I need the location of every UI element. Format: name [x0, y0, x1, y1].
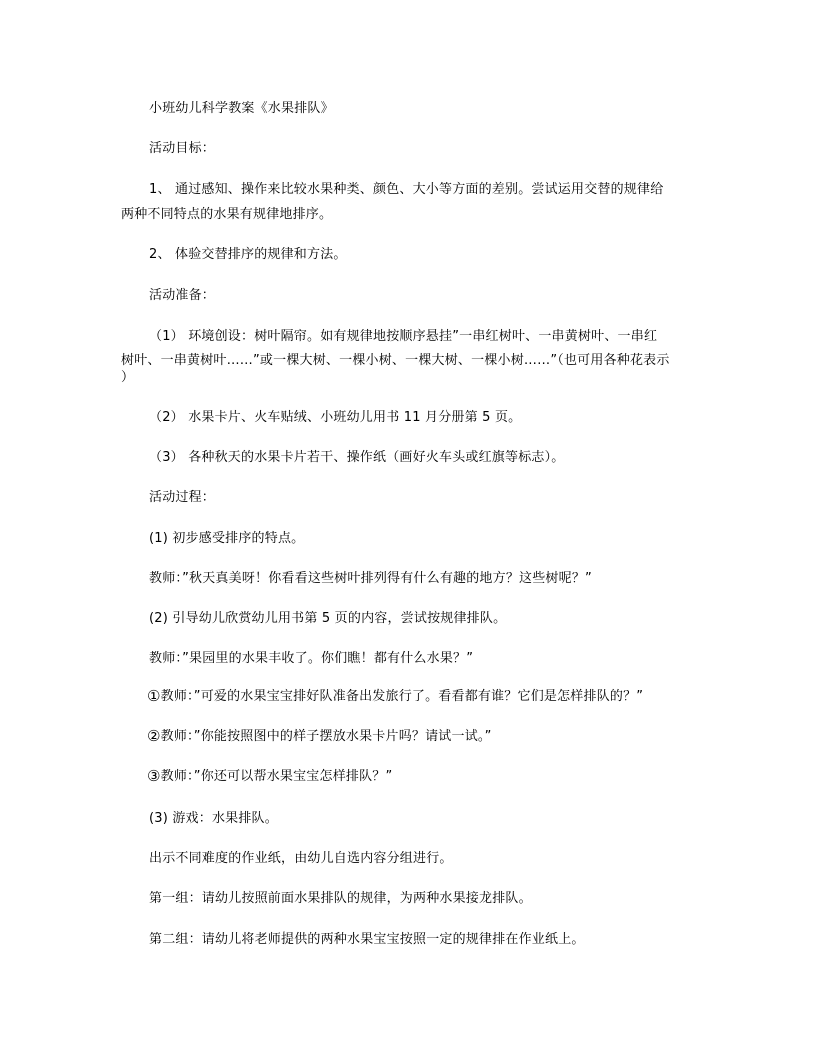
circled-number-2: ② — [147, 727, 161, 745]
circled-number-1: ① — [147, 687, 161, 705]
teacher-line-2: 教师：”果园里的水果丰收了。你们瞧！都有什么水果？” — [149, 651, 474, 666]
circled-number-3: ③ — [147, 767, 161, 785]
step-1: (1) 初步感受排序的特点。 — [149, 531, 305, 546]
circled-item-1-text: 教师：”可爱的水果宝宝排好队准备出发旅行了。看看都有谁？它们是怎样排队的？” — [160, 689, 644, 704]
prep-heading: 活动准备： — [149, 288, 216, 303]
prep-1-line-1: （1） 环境创设：树叶隔帘。如有规律地按顺序悬挂”一串红树叶、一串黄树叶、一串红 — [149, 329, 658, 344]
process-heading: 活动过程： — [149, 490, 216, 505]
group-2: 第二组：请幼儿将老师提供的两种水果宝宝按照一定的规律排在作业纸上。 — [149, 932, 585, 947]
circled-item-2-text: 教师：”你能按照图中的样子摆放水果卡片吗？请试一试。” — [160, 729, 492, 744]
document-title: 小班幼儿科学教案《水果排队》 — [149, 101, 334, 116]
goal-1-line-2: 两种不同特点的水果有规律地排序。 — [121, 207, 333, 222]
circled-item-3 — [147, 767, 392, 786]
teacher-line-1: 教师：”秋天真美呀！你看看这些树叶排列得有什么有趣的地方？这些树呢？” — [149, 571, 592, 586]
step-3: (3) 游戏：水果排队。 — [149, 811, 278, 826]
circled-item-1 — [147, 687, 643, 706]
prep-1-line-2: 树叶、一串黄树叶……”或一棵大树、一棵小树、一棵大树、一棵小树……”（也可用各种花表示 — [121, 353, 670, 368]
group-intro: 出示不同难度的作业纸，由幼儿自选内容分组进行。 — [149, 851, 453, 866]
prep-3: （3） 各种秋天的水果卡片若干、操作纸（画好火车头或红旗等标志）。 — [149, 450, 565, 465]
step-2: (2) 引导幼儿欣赏幼儿用书第 5 页的内容，尝试按规律排队。 — [149, 611, 507, 626]
circled-item-3-text: 教师：”你还可以帮水果宝宝怎样排队？” — [160, 769, 393, 784]
goals-heading: 活动目标： — [149, 141, 216, 156]
goal-1-line-1: 1、 通过感知、操作来比较水果种类、颜色、大小等方面的差别。尝试运用交替的规律给 — [149, 182, 664, 197]
prep-1-line-3: ） — [121, 370, 135, 385]
group-1: 第一组：请幼儿按照前面水果排队的规律，为两种水果接龙排队。 — [149, 891, 532, 906]
circled-item-2 — [147, 727, 492, 746]
prep-2: （2） 水果卡片、火车贴绒、小班幼儿用书 11 月分册第 5 页。 — [149, 410, 522, 425]
goal-2: 2、 体验交替排序的规律和方法。 — [149, 247, 347, 262]
